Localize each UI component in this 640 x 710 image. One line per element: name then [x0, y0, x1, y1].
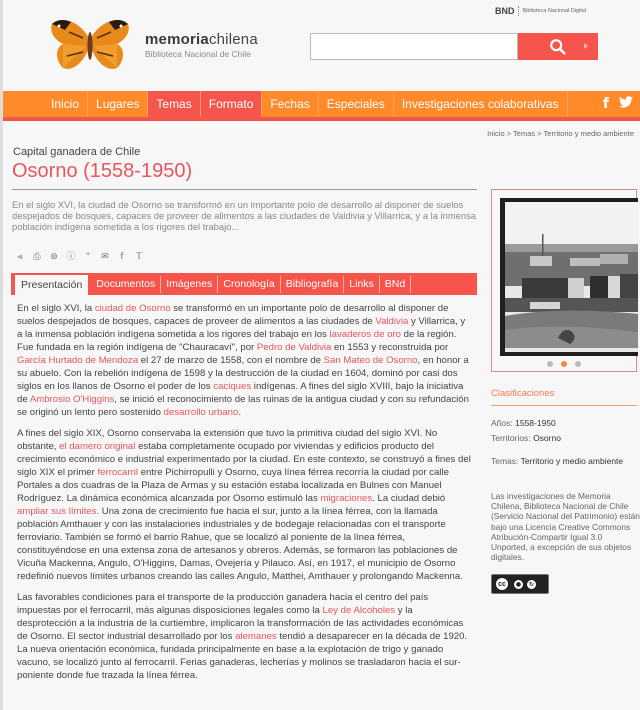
article-link[interactable]: Pedro de Valdivia — [256, 342, 332, 353]
cite-icon[interactable]: ⊛ — [50, 252, 58, 262]
nav-item-inicio[interactable]: Inicio — [43, 91, 88, 117]
article-paragraph — [17, 591, 471, 682]
article-text: se transformó en un importante polo de desarrollo al disponer de suelos despejados de bosques, capaces de proveer de alimentos a las ciudades de — [17, 303, 449, 327]
territories-label: Territorios: — [491, 433, 531, 443]
nav-item-temas[interactable]: Temas — [148, 91, 200, 117]
gallery-pagination — [492, 361, 636, 367]
article-text: . La ciudad debió — [372, 493, 446, 504]
article-text: y Villarrica, y a la inmensa población indígena sometida a los rigores del trabajo en los — [17, 316, 466, 340]
print-icon[interactable]: ⎙ — [33, 252, 41, 262]
breadcrumb[interactable]: Inicio > Temas > Territorio y medio ambiente — [487, 129, 634, 138]
cc-license-badge[interactable] — [491, 574, 549, 594]
image-gallery — [491, 189, 637, 372]
article-text: y la desprotección a la industria de la curtiembre, implicaron la transformación de las actividades económicas de Osorno. El sector industrial desarrollado por los — [17, 605, 464, 642]
bnd-label: BND — [495, 6, 515, 16]
classification-years — [491, 418, 556, 428]
nav-item-formato[interactable]: Formato — [201, 91, 263, 117]
article-link[interactable]: Valdivia — [375, 316, 409, 327]
article-body — [11, 295, 477, 697]
article-text: Las favorables condiciones para el transporte de la producción ganadera hacia el centro del país impuestas por el ferrocarril, más algunas disposiciones legales como la — [17, 592, 429, 616]
twitter-icon[interactable]: 𝕋 — [135, 252, 143, 262]
gallery-dot[interactable] — [575, 361, 581, 367]
article-link[interactable]: Ambrosio O'Higgins — [29, 394, 115, 405]
search-button[interactable] — [518, 33, 598, 60]
butterfly-logo-icon — [49, 18, 131, 72]
classifications-divider — [491, 405, 637, 406]
email-icon[interactable]: ✉ — [101, 252, 109, 262]
nav-item-lugares[interactable]: Lugares — [88, 91, 148, 117]
themes-value[interactable]: Territorio y medio ambiente — [520, 456, 624, 466]
content-tabs — [11, 273, 477, 295]
site-logo[interactable] — [49, 18, 258, 72]
caret-right-icon — [584, 43, 588, 49]
share-icon[interactable]: ⪡ — [17, 252, 23, 262]
article-text: . Una zona de crecimiento fue hacia el sur, junto a la línea férrea, con la llamada población Amthauer y con las instalaciones industriales y de bodegaje relacionadas con el transporte ferroviario. También se formó el barrio Rahue, que se localizó al poniente de la línea férrea, constituyéndose en una extensa zona de artesanos y obreros. Además, se formaron las poblaciones de Vicuña Mackenna, Angulo, O'Higgins, Damas, Ovejería y Pilauco. Así, en 1917, el municipio de Osorno redefinió nuevos límites urbanos creando las calles Angulo, Matthei, Amthauer y prolongando Mackenna. — [17, 506, 463, 582]
article-link[interactable]: ferrocarril — [97, 467, 139, 478]
tab-documentos[interactable]: Documentos — [91, 276, 161, 293]
logo-subtitle: Biblioteca Nacional de Chile — [145, 49, 251, 59]
article-link[interactable]: alemanes — [235, 631, 277, 642]
tab-bibliografia[interactable]: Bibliografía — [281, 276, 345, 293]
tab-links[interactable]: Links — [344, 276, 380, 293]
article-link[interactable]: García Hurtado de Mendoza — [17, 355, 139, 366]
gallery-dot[interactable] — [561, 361, 567, 367]
article-text: En el siglo XVI, la — [17, 303, 95, 314]
bnd-subtitle: Biblioteca Nacional Digital — [522, 8, 587, 14]
license-text: Las investigaciones de Memoria Chilena, Biblioteca Nacional de Chile (Servicio Nacional del Patrimonio) están bajo una Licencia Creative Commons Atribución-Compartir Igual 3.0 Unported, a excepción de sus objetos digitales. — [491, 491, 640, 563]
sa-icon: ↻ — [528, 580, 535, 588]
facebook-icon[interactable]: f — [120, 252, 124, 262]
article-link[interactable]: el damero original — [59, 441, 136, 452]
search-input[interactable] — [310, 33, 518, 60]
tab-imagenes[interactable]: Imágenes — [161, 276, 218, 293]
article-text: el 27 de marzo de 1558, con el nombre de — [138, 355, 324, 366]
article-paragraph — [17, 427, 471, 583]
article-link[interactable]: migraciones — [320, 493, 373, 504]
territories-value[interactable]: Osorno — [533, 433, 561, 443]
twitter-icon[interactable] — [619, 96, 633, 112]
article-link[interactable]: caciques — [213, 381, 252, 392]
info-icon[interactable]: ⓘ — [66, 252, 76, 262]
site-header — [3, 0, 640, 90]
quote-icon[interactable]: “ — [85, 252, 91, 262]
page-pretitle: Capital ganadera de Chile — [13, 146, 141, 158]
article-link[interactable]: ampliar sus límites — [17, 506, 97, 517]
article-text: . — [238, 407, 242, 418]
article-text: entre Pichirropulli y Osorno, cuya línea férrea recorría la ciudad por calle Portales a dos cuadras de la Plaza de Armas y su estación estaba localizada en Bulnes con Manuel Rodríguez. La dinámica económica alcanzada por Osorno estimuló las — [17, 467, 449, 504]
article-link[interactable]: Ley de Alcoholes — [322, 605, 396, 616]
page-title: Osorno (1558-1950) — [12, 160, 193, 182]
tab-cronologia[interactable]: Cronología — [218, 276, 280, 293]
article-paragraph — [17, 302, 471, 419]
classification-themes — [491, 456, 623, 466]
nav-item-especiales[interactable]: Especiales — [319, 91, 394, 117]
tab-bnd[interactable]: BNd — [380, 276, 411, 293]
years-label: Años: — [491, 418, 513, 428]
facebook-icon[interactable]: f — [602, 96, 609, 112]
title-divider — [12, 189, 477, 190]
classification-territories — [491, 433, 561, 443]
search-icon — [549, 38, 567, 56]
article-text: de la región. Fue fundada en la región indígena de "Chauracaví", por — [17, 329, 457, 353]
nav-item-investigaciones-colaborativas[interactable]: Investigaciones colaborativas — [394, 91, 568, 117]
photo-osorno-town — [500, 198, 638, 356]
article-text: en 1553 y reconstruida por — [331, 342, 449, 353]
article-link[interactable]: lavaderos de oro — [329, 329, 401, 340]
themes-label: Temas: — [491, 456, 519, 466]
divider — [518, 6, 519, 16]
classifications-title: Clasificaciones — [491, 388, 555, 399]
article-text: A fines del siglo XIX, Osorno conservaba la extensión que tuvo la primitiva ciudad del siglo XVI. No obstante, — [17, 428, 438, 452]
article-text: estaba completamente ocupado por viviendas y edificios producto del crecimiento económico e industrial experimentado por la ciudad. En este contexto, se construyó a fines del siglo XIX el primer — [17, 441, 471, 478]
nav-item-fechas[interactable]: Fechas — [262, 91, 318, 117]
gallery-photo[interactable] — [500, 198, 638, 356]
article-text: , se inició el reconocimiento de las ruinas de la antigua ciudad y con su refundación se originó un lento pero sostenido — [17, 394, 469, 418]
page-summary: En el siglo XVI, la ciudad de Osorno se transformó en un importante polo de desarrollo al disponer de suelos despejados de bosques, capaces de proveer de alimentos a las ciudades de Valdivia y Villarrica, y a la inmensa población indígena sometida a los rigores del trabajo... — [12, 199, 476, 232]
years-value[interactable]: 1558-1950 — [515, 418, 556, 428]
bnd-link[interactable] — [495, 6, 586, 16]
cc-icon: cc — [494, 576, 510, 592]
article-link[interactable]: ciudad de Osorno — [94, 303, 171, 314]
article-text: indígenas. A fines del siglo XVIII, bajo la iniciativa de — [17, 381, 464, 405]
article-text: , en honor a su abuelo. Con la rebelión indígena de 1598 y la destrucción de la ciudad en 1604, dominó por casi dos siglos en los llanos de Osorno el poder de los — [17, 355, 469, 392]
main-nav — [3, 91, 640, 121]
article-link[interactable]: desarrollo urbano — [163, 407, 239, 418]
share-toolbar — [15, 252, 144, 262]
tab-presentacion[interactable]: Presentación — [15, 275, 88, 295]
article-text: tendió a desaparecer en la década de 1920. La nueva orientación económica, fundada principalmente en base a la explotación de trigo y ganado vacuno, se localizó junto al ferrocarril. Ferias ganaderas, lecherías y molinos se trasladaron hacia el sur-poniente donde fue trazada la línea férrea. — [17, 631, 468, 681]
logo-wordmark: memoriachilena — [145, 31, 258, 48]
gallery-dot[interactable] — [547, 361, 553, 367]
by-icon: ● — [515, 580, 522, 588]
article-link[interactable]: San Mateo de Osorno — [323, 355, 418, 366]
